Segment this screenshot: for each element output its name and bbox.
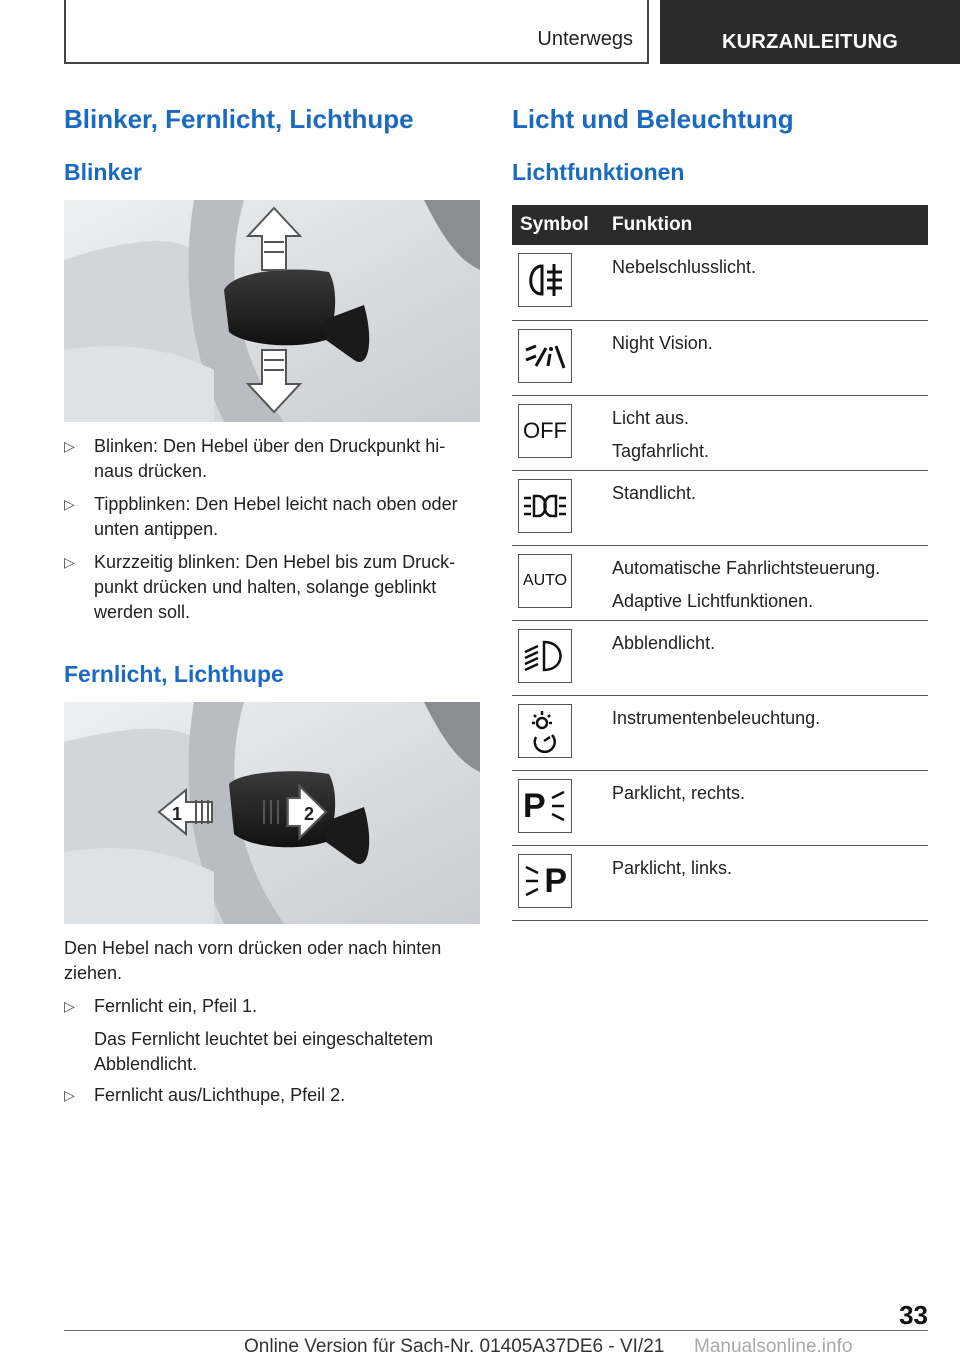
function-text-secondary: Tagfahrlicht.: [612, 440, 710, 461]
triangle-bullet-icon: ▷: [64, 1087, 75, 1103]
function-text: Instrumentenbeleuchtung.: [612, 707, 821, 728]
table-row: [512, 395, 928, 470]
table-row: [512, 245, 928, 320]
header-section-title: Unterwegs: [537, 28, 633, 50]
table-row: [512, 695, 928, 770]
function-text: Nebelschlusslicht.: [612, 257, 757, 277]
watermark: Manualsonline.info: [694, 1336, 853, 1357]
list-item: ▷ Kurzzeitig blinken: Den Hebel bis zum Druck‐ punkt drücken und halten, solange geblinkt werden soll.: [64, 552, 456, 622]
table-row: [512, 470, 928, 545]
table-row: [512, 620, 928, 695]
table-row: [512, 545, 928, 620]
arrow-label-1: 1: [172, 804, 183, 824]
list-item: ▷ Tippblinken: Den Hebel leicht nach oben oder unten antippen.: [64, 494, 458, 539]
turn-signal-lever-image: [64, 200, 480, 422]
triangle-bullet-icon: ▷: [64, 998, 75, 1014]
heading-fernlicht-lichthupe: Fernlicht, Lichthupe: [64, 661, 284, 687]
function-text: Standlicht.: [612, 482, 697, 503]
table-row: [512, 770, 928, 845]
function-text: Parklicht, links.: [612, 857, 733, 878]
function-text: Automatische Fahrlichtsteuerung.: [612, 557, 881, 578]
header-chapter-tab: KURZANLEITUNG: [660, 0, 960, 64]
header-section-box: [64, 0, 649, 64]
parking-light-icon: [518, 479, 572, 533]
bullet-text: Fernlicht ein, Pfeil 1.: [94, 996, 258, 1016]
table-row: [512, 320, 928, 395]
function-text: Abblendlicht.: [612, 632, 716, 653]
function-text-secondary: Adaptive Lichtfunktionen.: [612, 590, 814, 611]
auto-icon: AUTO: [518, 554, 572, 608]
table-header-row: [512, 205, 928, 245]
heading-blinker: Blinker: [64, 159, 142, 185]
parking-light-left-icon: P: [518, 854, 572, 908]
function-text: Licht aus.: [612, 407, 690, 428]
parking-light-right-icon: P: [518, 779, 572, 833]
function-text: Night Vision.: [612, 332, 713, 353]
night-vision-icon: [518, 329, 572, 383]
column-header-symbol: Symbol: [512, 205, 604, 245]
bullet-subtext: Das Fernlicht leuchtet bei eingeschaltetem Abblendlicht.: [94, 1029, 434, 1074]
list-item: [64, 994, 480, 1078]
light-functions-table: [512, 205, 928, 921]
fernlicht-intro-text: Den Hebel nach vorn drücken oder nach hinten ziehen.: [64, 938, 442, 983]
section-title-blinker-fernlicht: Blinker, Fernlicht, Lichthupe: [64, 104, 414, 134]
triangle-bullet-icon: ▷: [64, 554, 75, 570]
off-icon: OFF: [518, 404, 572, 458]
high-beam-lever-image: [64, 702, 480, 924]
column-header-function: Funktion: [604, 205, 928, 245]
function-text: Parklicht, rechts.: [612, 782, 746, 803]
section-title-licht-beleuchtung: Licht und Beleuchtung: [512, 104, 794, 134]
list-item: ▷ Blinken: Den Hebel über den Druckpunkt hi‐ naus drücken.: [64, 436, 446, 481]
table-row: [512, 845, 928, 920]
footer-divider: [64, 1330, 928, 1331]
heading-lichtfunktionen: Lichtfunktionen: [512, 159, 685, 185]
arrow-label-2: 2: [304, 804, 315, 824]
instrument-lighting-icon: [518, 704, 572, 758]
page-number: 33: [899, 1300, 928, 1330]
rear-fog-light-icon: [518, 253, 572, 307]
triangle-bullet-icon: ▷: [64, 496, 75, 512]
footer-online-version: Online Version für Sach-Nr. 01405A37DE6 - VI/21: [244, 1336, 665, 1357]
low-beam-icon: [518, 629, 572, 683]
list-item: ▷ Fernlicht aus/Lichthupe, Pfeil 2.: [64, 1083, 480, 1109]
triangle-bullet-icon: ▷: [64, 438, 75, 454]
